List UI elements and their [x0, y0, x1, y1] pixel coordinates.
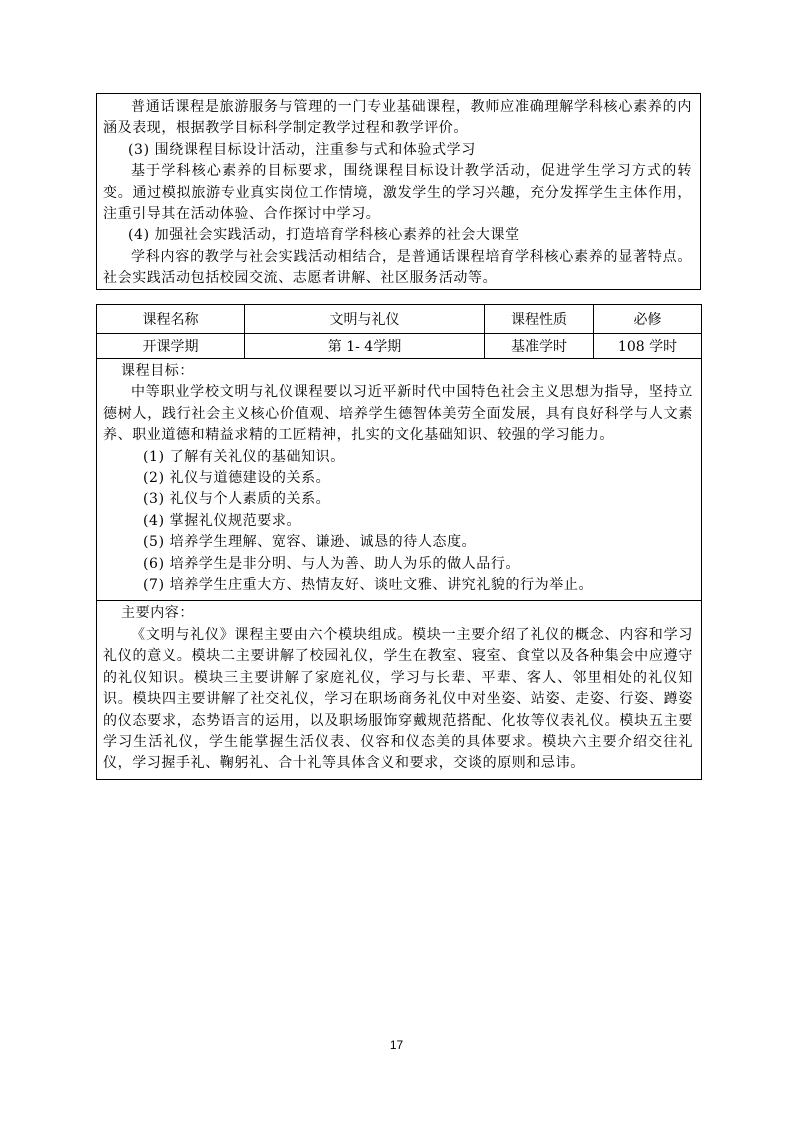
- page-number: 17: [389, 1038, 404, 1052]
- goal-item: (4) 掌握礼仪规范要求。: [143, 512, 302, 529]
- course-type-label: 课程性质: [485, 305, 594, 334]
- section1-heading-4: (4) 加强社会实践活动，打造培育学科核心素养的社会大课堂: [128, 227, 520, 244]
- goals-label: 课程目标：: [121, 363, 194, 379]
- goal-item: (7) 培养学生庄重大方、热情友好、谈吐文雅、讲究礼貌的行为举止。: [143, 577, 594, 594]
- content-row: [97, 601, 702, 779]
- content-text: 《文明与礼仪》课程主要由六个模块组成。模块一主要介绍了礼仪的概念、内容和学习礼仪的意义。模块二主要讲解了校园礼仪，学生在教室、寝室、食堂以及各种集会中应遵守的礼仪知识。模块三主要讲解了家庭礼仪，学习与长辈、平辈、客人、邻里相处的礼仪知识。模块四主要讲解了社交礼仪，学习在职场商务礼仪中对坐姿、站姿、走姿、行姿、蹲姿的仪态要求，态势语言的运用，以及职场服饰穿戴规范搭配、化妆等仪表礼仪。模块五主要学习生活礼仪，学生能掌握生活仪表、仪容和仪态美的具体要求。模块六主要介绍交往礼仪，学习握手礼、鞠躬礼、合十礼等具体含义和要求，交谈的原则和忌讳。: [103, 626, 693, 772]
- goal-item: (2) 礼仪与道德建设的关系。: [143, 470, 331, 487]
- course-name-value: 文明与礼仪: [245, 305, 485, 334]
- section1-para-1: 普通话课程是旅游服务与管理的一门专业基础课程，教师应准确理解学科核心素养的内涵及表现，根据教学目标科学制定教学过程和教学评价。: [103, 99, 692, 137]
- term-label: 开课学期: [97, 334, 245, 359]
- goal-item: (3) 礼仪与个人素质的关系。: [143, 491, 331, 508]
- course-info-row: [97, 305, 702, 334]
- goal-item: (5) 培养学生理解、宽容、谦逊、诚恳的待人态度。: [143, 534, 477, 551]
- course-type-value: 必修: [594, 305, 702, 334]
- goals-intro: 中等职业学校文明与礼仪课程要以习近平新时代中国特色社会主义思想为指导，坚持立德树人，践行社会主义核心价值观、培养学生德智体美劳全面发展，具有良好科学与人文素养、职业道德和精益求精的工匠精神，扎实的文化基础知识、较强的学习能力。: [103, 384, 693, 444]
- section1-para-3: 学科内容的教学与社会实践活动相结合，是普通话课程培育学科核心素养的显著特点。社会实践活动包括校园交流、志愿者讲解、社区服务活动等。: [103, 248, 692, 287]
- section1-box: [96, 93, 701, 290]
- goals-cell: [97, 359, 702, 601]
- course-term-row: [97, 334, 702, 359]
- course-table: [96, 304, 702, 780]
- goal-item: (6) 培养学生是非分明、与人为善、助人为乐的做人品行。: [143, 555, 521, 572]
- goal-item: (1) 了解有关礼仪的基础知识。: [143, 448, 345, 465]
- course-name-label: 课程名称: [97, 305, 245, 334]
- section1-heading-3: (3) 围绕课程目标设计活动，注重参与式和体验式学习: [128, 141, 476, 158]
- hours-label: 基准学时: [485, 334, 594, 359]
- content-cell: [97, 601, 702, 779]
- goals-row: [97, 359, 702, 601]
- term-value: 第 1- 4学期: [245, 334, 485, 359]
- section1-para-2: 基于学科核心素养的目标要求，围绕课程目标设计教学活动，促进学生学习方式的转变。通过模拟旅游专业真实岗位工作情境，激发学生的学习兴趣，充分发挥学生主体作用，注重引导其在活动体验、合作探讨中学习。: [103, 163, 692, 223]
- hours-value: 108 学时: [594, 334, 702, 359]
- content-label: 主要内容：: [121, 605, 194, 622]
